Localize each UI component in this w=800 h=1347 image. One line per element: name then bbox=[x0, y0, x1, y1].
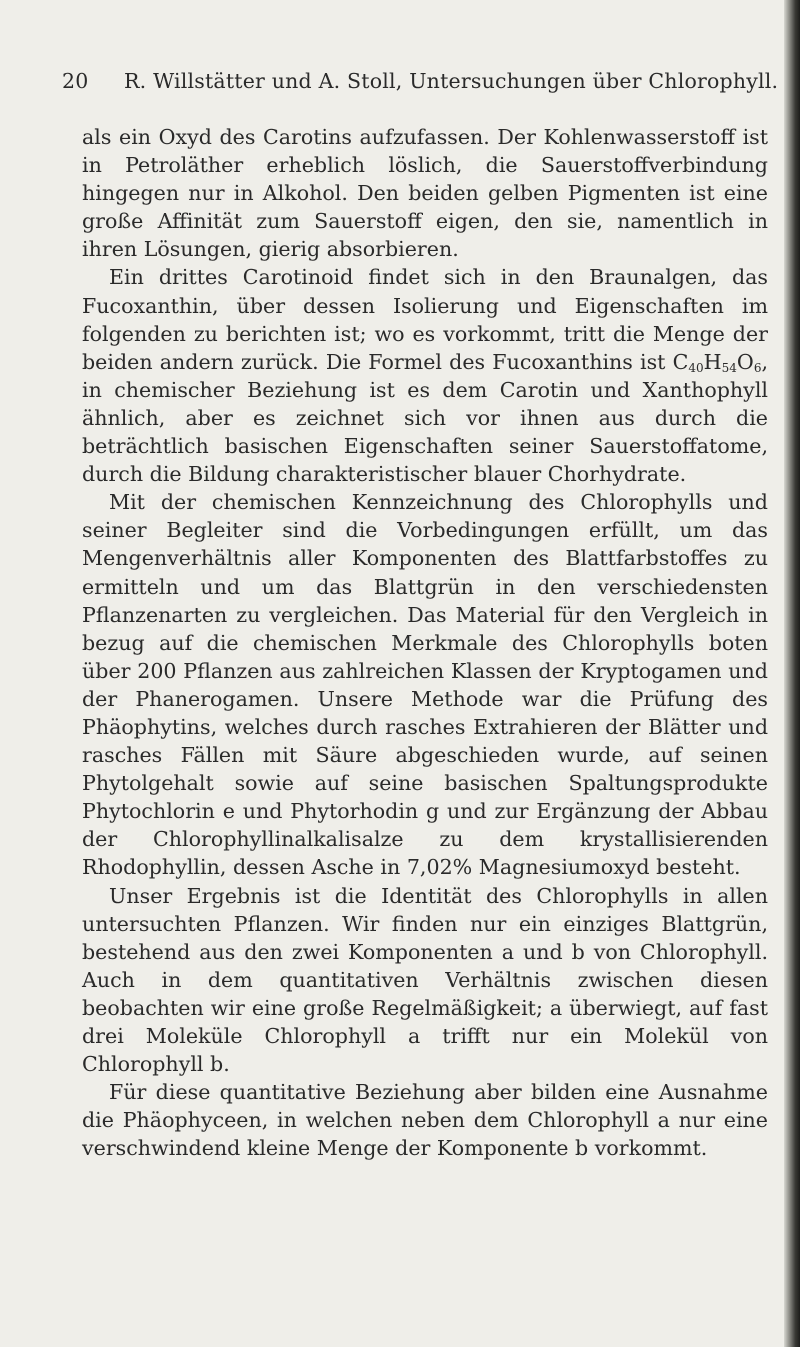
paragraph-5: Für diese quantitative Beziehung aber bilden eine Ausnahme die Phäophyceen, in welchen neben dem Chlorophyll a nur eine verschwindend kleine Menge der Komponente b vorkommt. bbox=[82, 1080, 768, 1161]
paragraph-2-text-before: Ein drittes Carotinoid findet sich in den Braunalgen, das Fucoxanthin, über dessen Isolierung und Eigenschaften im folgenden zu berichten ist; wo es vorkommt, tritt die Menge der beiden andern zurück. Die Formel des Fucoxanthins ist bbox=[82, 265, 768, 374]
chemical-formula: $C_{40}H_{54}O_6$ bbox=[672, 349, 762, 375]
book-spine-shadow bbox=[784, 0, 800, 1347]
paragraph-3: Mit der chemischen Kennzeichnung des Chlorophylls und seiner Begleiter sind die Vorbedingungen erfüllt, um das Mengenverhältnis aller Komponenten des Blattfarbstoffes zu ermitteln und um das Blattgrün in den verschiedensten Pflanzenarten zu vergleichen. Das Material für den Vergleich in bezug auf die chemischen Merkmale des Chlorophylls boten über 200 Pflanzen aus zahlreichen Klassen der Kryptogamen und der Phanerogamen. Unsere Methode war die Prüfung des Phäophytins, welches durch rasches Extrahieren der Blätter und rasches Fällen mit Säure abgeschieden wurde, auf seinen Phytolgehalt sowie auf seine basischen Spaltungsprodukte Phytochlorin e und Phytorhodin g und zur Ergänzung der Abbau der Chlorophyllinalkalisalze zu dem krystallisierenden Rhodophyllin, dessen Asche in 7,02% Magnesiumoxyd besteht. bbox=[82, 490, 768, 880]
paragraph-4: Unser Ergebnis ist die Identität des Chlorophylls in allen untersuchten Pflanzen. Wir finden nur ein einziges Blattgrün, bestehend aus den zwei Komponenten a und b von Chlorophyll. Auch in dem quantitativen Verhältnis zwischen diesen beobachten wir eine große Regelmäßigkeit; a überwiegt, auf fast drei Moleküle Chlorophyll a trifft nur ein Molekül von Chlorophyll b. bbox=[82, 883, 768, 1077]
paragraph-1: als ein Oxyd des Carotins aufzufassen. Der Kohlenwasserstoff ist in Petroläther erheblich löslich, die Sauerstoffverbindung hingegen nur in Alkohol. Den beiden gelben Pigmenten ist eine große Affinität zum Sauerstoff eigen, den sie, namentlich in ihren Lösungen, gierig absorbieren. bbox=[82, 125, 768, 262]
page-number: 20 bbox=[62, 69, 89, 93]
paragraph-2-text-after: , in chemischer Beziehung ist es dem Carotin und Xanthophyll ähnlich, aber es zeichnet sich vor ihnen aus durch die beträchtlich basischen Eigenschaften seiner Sauerstoffatome, durch die Bildung charakteristischer blauer Chorhydrate. bbox=[82, 349, 768, 487]
body-text bbox=[82, 123, 768, 1162]
running-title: R. Willstätter und A. Stoll, Untersuchungen über Chlorophyll. bbox=[124, 69, 779, 93]
running-header bbox=[62, 69, 779, 93]
paragraph-2 bbox=[82, 263, 768, 488]
